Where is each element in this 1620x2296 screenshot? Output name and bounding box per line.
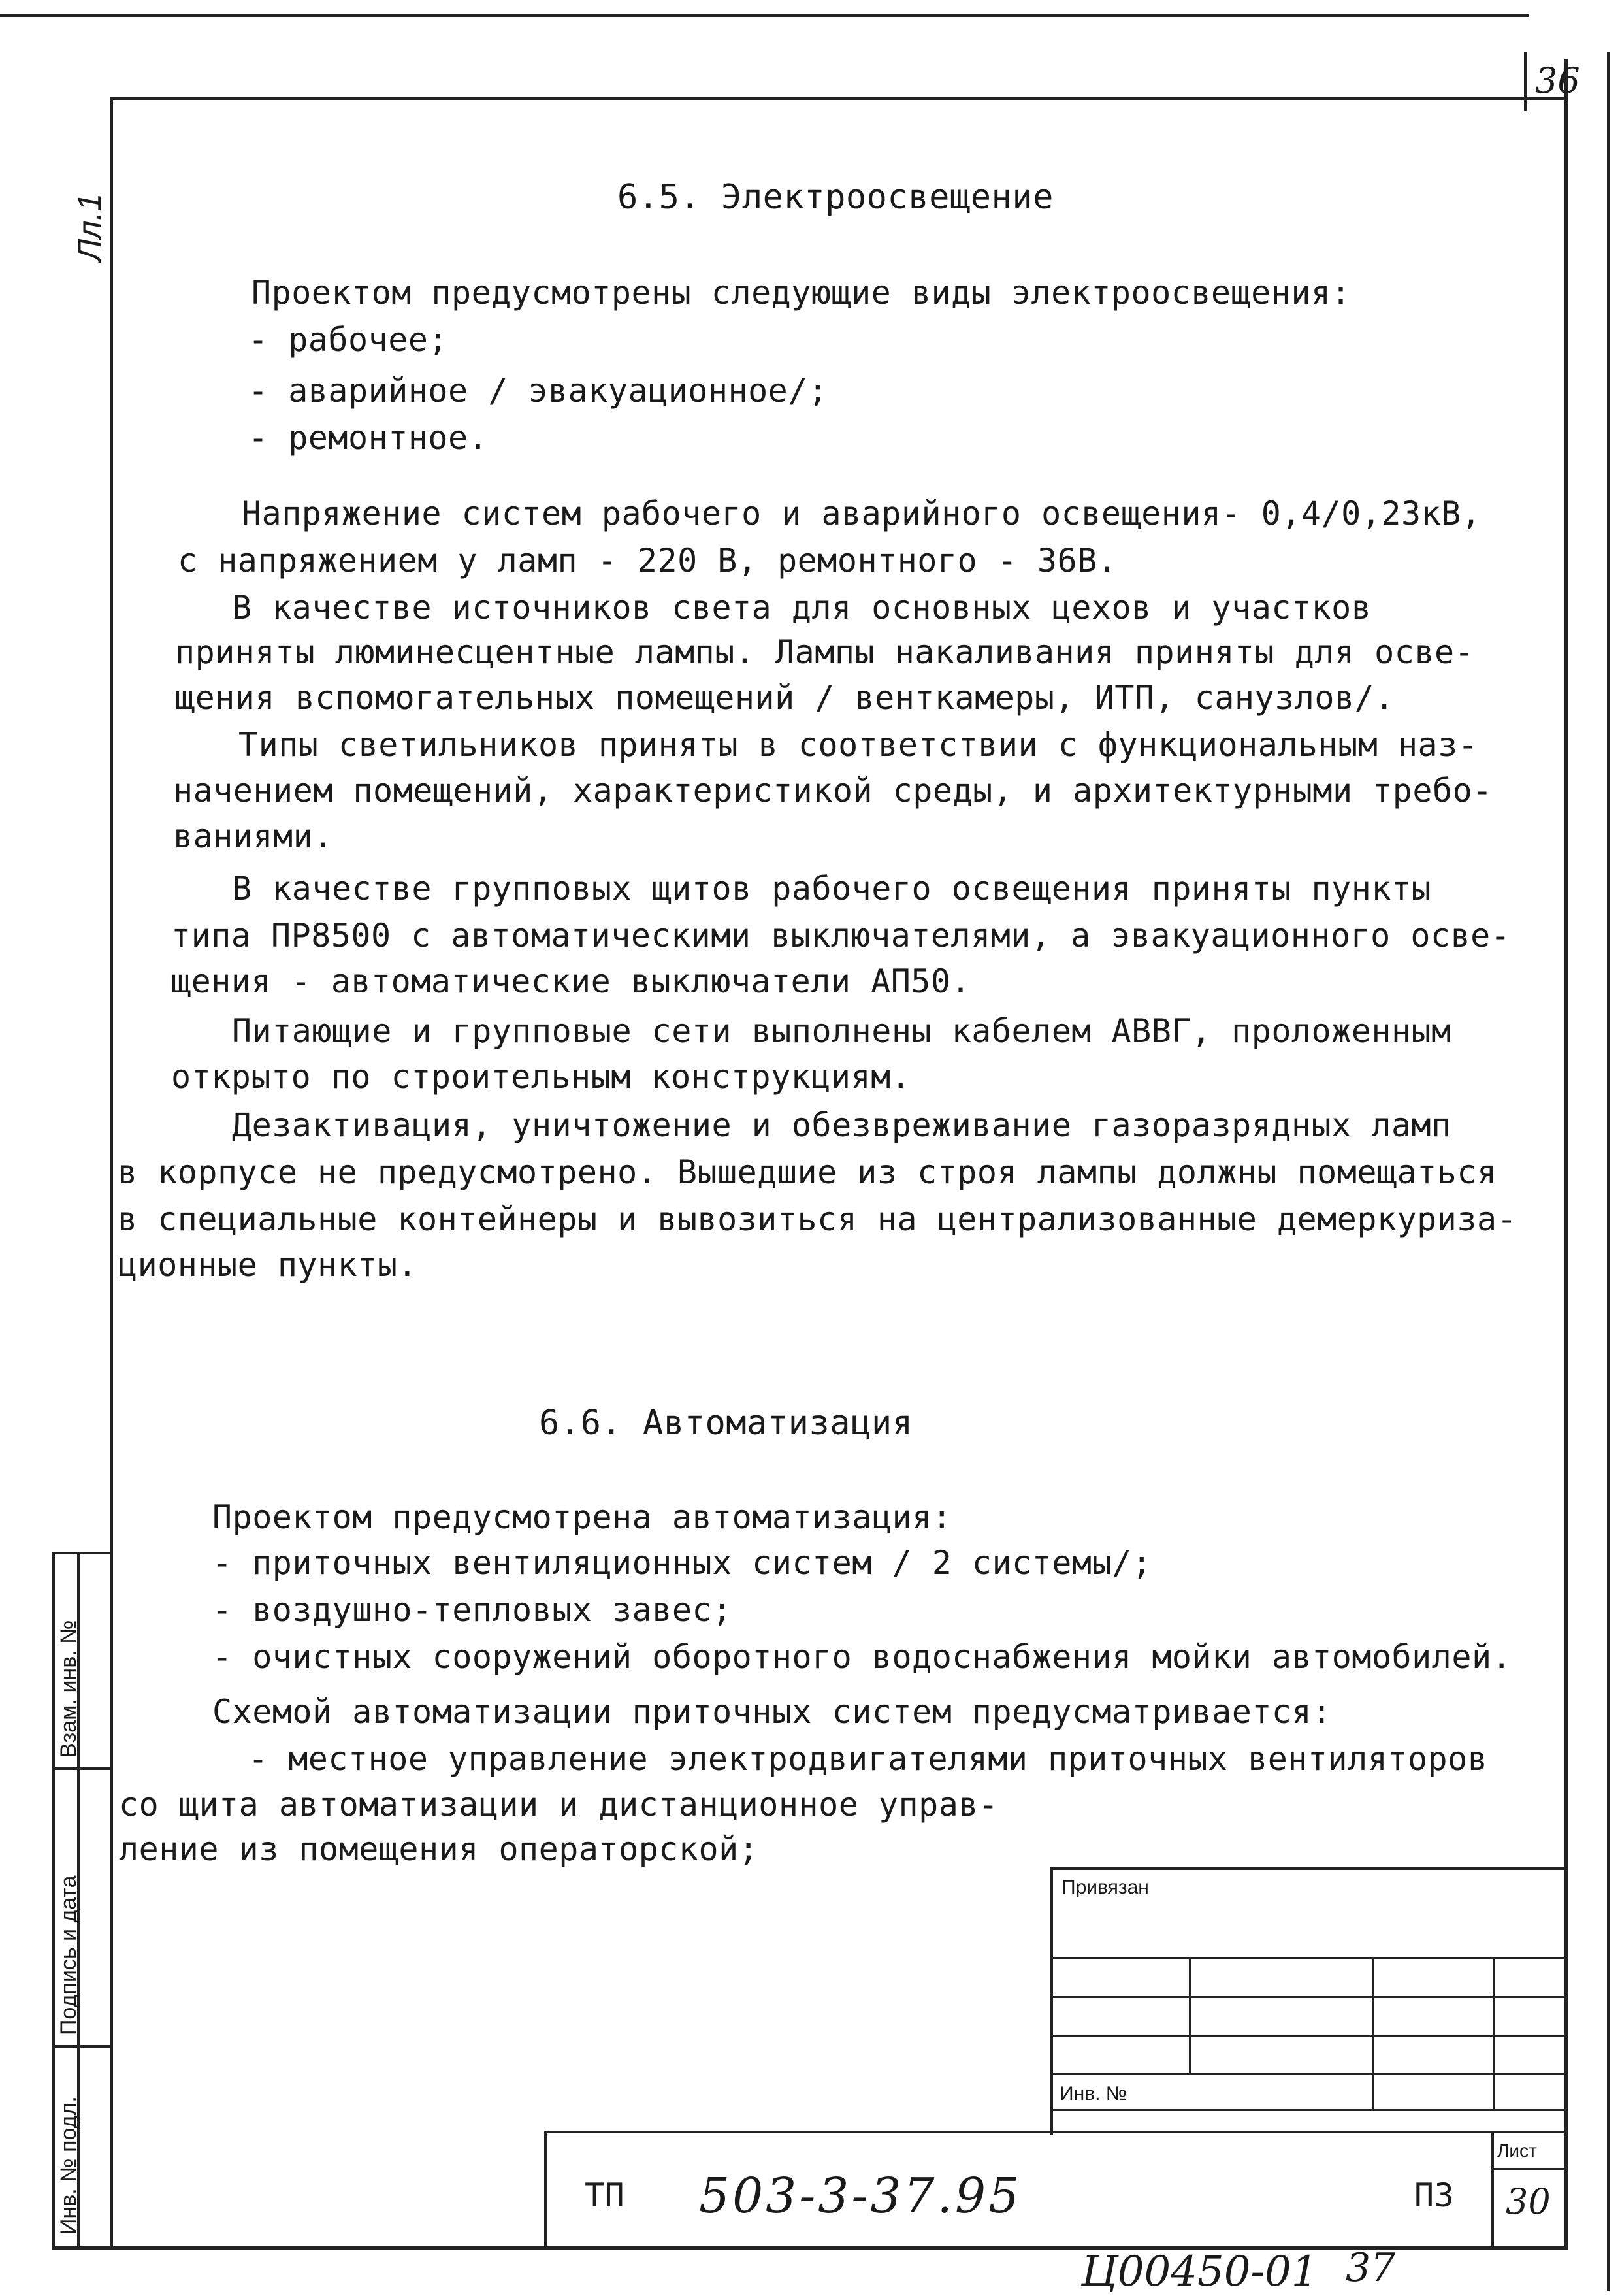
side-stamp-inv-podl: Инв. № подл.: [56, 2096, 81, 2235]
tb-sheet-label: Лист: [1497, 2140, 1537, 2161]
list-item: - воздушно-тепловых завес;: [212, 1591, 732, 1629]
paragraph-line: Питающие и групповые сети выполнены кабелем АВВГ, проложенным: [232, 1012, 1451, 1050]
side-stamp-podpis: Подпись и дата: [56, 1875, 81, 2035]
paragraph-line: щения вспомогательных помещений / венткамеры, ИТП, санузлов/.: [175, 679, 1395, 717]
paragraph-line: в корпусе не предусмотрено. Вышедшие из строя лампы должны помещаться: [118, 1153, 1497, 1191]
tb-row: [1052, 1996, 1566, 1998]
paragraph-line: В качестве групповых щитов рабочего освещения приняты пункты: [232, 870, 1432, 908]
list-item: - приточных вентиляционных систем / 2 системы/;: [212, 1544, 1152, 1582]
bottom-number: 37: [1346, 2245, 1396, 2291]
list-item: - рабочее;: [248, 321, 449, 359]
outer-right: [1607, 52, 1610, 2291]
frame-left: [110, 97, 113, 2246]
paragraph-line: со щита автоматизации и дистанционное управ-: [119, 1786, 999, 1824]
tb-main-top: [545, 2131, 1566, 2133]
paragraph-line: в специальные контейнеры и вывозиться на централизованные демеркуриза-: [118, 1200, 1517, 1238]
tb-col: [1372, 1957, 1374, 2110]
paragraph-line: Типы светильников приняты в соответствии с функциональным наз-: [238, 726, 1478, 764]
paragraph-line: Напряжение систем рабочего и аварийного освещения- 0,4/0,23кВ,: [242, 495, 1482, 533]
frame-right: [1564, 59, 1568, 2248]
side-stamp-vzam: Взам. инв. №: [56, 1620, 81, 1758]
section-65-heading: 6.5. Электроосвещение: [617, 178, 1054, 217]
tb-inv-no: Инв. №: [1060, 2083, 1127, 2105]
paragraph-line: с напряжением у ламп - 220 В, ремонтного - 36В.: [178, 542, 1118, 580]
tb-sheet-sep: [1493, 2168, 1566, 2170]
page-number-top: 36: [1535, 60, 1580, 101]
frame-bottom: [52, 2246, 1568, 2250]
tb-row: [1052, 1957, 1566, 1959]
tb-outer-left: [1050, 1867, 1053, 2135]
paragraph-line: начением помещений, характеристикой среды, и архитектурными требо-: [173, 772, 1493, 810]
section-66-intro: Проектом предусмотрена автоматизация:: [212, 1498, 952, 1536]
paragraph-line: типа ПР8500 с автоматическими выключателями, а эвакуационного осве-: [171, 917, 1511, 955]
tb-row: [1052, 2109, 1566, 2111]
margin-note: Лл.1: [71, 193, 108, 261]
tb-sheet-left: [1491, 2131, 1494, 2246]
paragraph-line: Дезактивация, уничтожение и обезвреживание газоразрядных ламп: [232, 1106, 1451, 1144]
tb-doc-type: ПЗ: [1414, 2176, 1455, 2214]
tb-doc-prefix: ТП: [585, 2176, 625, 2214]
side-stamp-sep: [52, 1767, 112, 1770]
tb-sheet-number: 30: [1506, 2181, 1551, 2222]
side-stamp-sep: [52, 1552, 112, 1554]
tb-outer-top: [1052, 1867, 1566, 1870]
paragraph-line: Схемой автоматизации приточных систем предусматривается:: [212, 1693, 1332, 1731]
bottom-code: Ц00450-01: [1081, 2248, 1318, 2296]
side-stamp-outer: [52, 1552, 55, 2246]
paragraph-line: щения - автоматические выключатели АП50.: [171, 962, 971, 1000]
paragraph-line: ление из помещения операторской;: [119, 1830, 759, 1868]
pagenum-box-left: [1524, 52, 1527, 111]
tb-col: [1493, 1957, 1495, 2110]
tb-col: [1189, 1957, 1191, 2075]
tb-row: [1052, 2073, 1566, 2075]
tb-privyazan: Привязан: [1061, 1877, 1149, 1898]
tb-row: [1052, 2035, 1566, 2037]
paragraph-line: ционные пункты.: [118, 1246, 418, 1284]
list-item: - аварийное / эвакуационное/;: [248, 372, 828, 410]
section-66-heading: 6.6. Автоматизация: [539, 1403, 913, 1443]
paragraph-line: В качестве источников света для основных цехов и участков: [232, 589, 1372, 627]
list-item: - очистных сооружений оборотного водоснабжения мойки автомобилей.: [212, 1638, 1512, 1676]
paragraph-line: открыто по строительным конструкциям.: [171, 1058, 911, 1096]
side-stamp-sep: [52, 2045, 112, 2048]
list-item: - ремонтное.: [248, 419, 489, 457]
frame-top: [111, 97, 1564, 100]
tb-doc-code: 503-3-37.95: [699, 2168, 1022, 2224]
tb-main-left: [544, 2131, 547, 2246]
paragraph-line: ваниями.: [173, 817, 333, 855]
top-rule: [0, 14, 1529, 17]
paragraph-line: - местное управление электродвигателями приточных вентиляторов: [248, 1740, 1488, 1778]
paragraph-line: приняты люминесцентные лампы. Лампы накаливания приняты для осве-: [175, 633, 1475, 671]
section-65-intro: Проектом предусмотрены следующие виды электроосвещения:: [251, 274, 1352, 312]
